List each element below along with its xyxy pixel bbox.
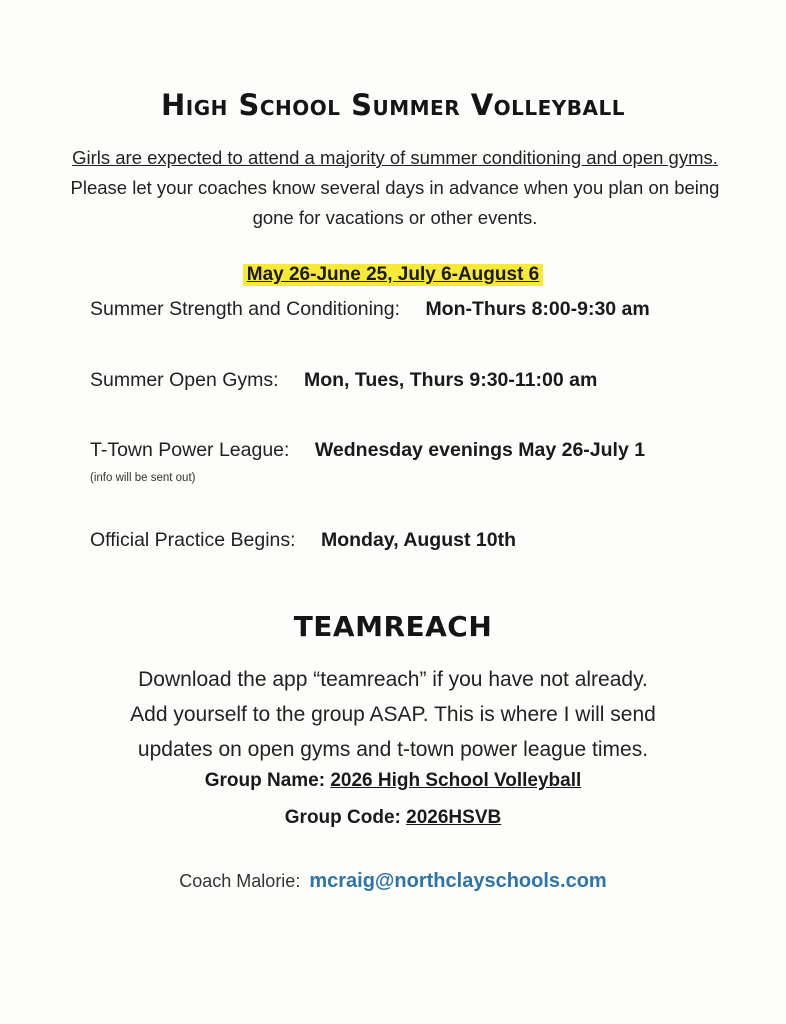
coach-label: Coach Malorie:	[179, 871, 301, 891]
group-code-value: 2026HSVB	[406, 807, 502, 828]
teamreach-instructions	[40, 662, 746, 767]
group-name-label: Group Name:	[204, 770, 326, 791]
intro-text: Please let your coaches know several days in advance when you plan on being gone for vacations or other events.	[70, 177, 720, 228]
page-title: High School Summer Volleyball	[161, 88, 625, 122]
schedule-row-power-league	[90, 439, 645, 462]
schedule-label: Official Practice Begins:	[90, 529, 296, 551]
schedule-value: Monday, August 10th	[320, 529, 516, 551]
group-name-line	[0, 770, 786, 792]
instruction-line: updates on open gyms and t-town power league times.	[137, 738, 649, 761]
coach-email-link[interactable]: mcraig@northclayschools.com	[309, 870, 607, 892]
schedule-row-open-gyms	[90, 369, 597, 392]
schedule-value: Mon-Thurs 8:00-9:30 am	[425, 298, 650, 320]
group-name-value: 2026 High School Volleyball	[330, 770, 582, 791]
dates-banner	[0, 264, 786, 286]
group-code-label: Group Code:	[284, 807, 401, 828]
schedule-label: T-Town Power League:	[90, 439, 290, 461]
schedule-value: Wednesday evenings May 26-July 1	[314, 439, 646, 461]
instruction-line: Add yourself to the group ASAP. This is where I will send	[130, 703, 656, 726]
instruction-line: Download the app “teamreach” if you have not already.	[138, 668, 648, 691]
group-code-line	[0, 807, 786, 829]
highlighted-dates: May 26-June 25, July 6-August 6	[243, 264, 544, 286]
coach-contact	[0, 870, 786, 893]
schedule-label: Summer Strength and Conditioning:	[90, 298, 401, 320]
intro-underlined-text: Girls are expected to attend a majority of summer conditioning and open gyms.	[72, 147, 718, 168]
intro-paragraph	[60, 143, 730, 233]
teamreach-heading: TEAMREACH	[293, 610, 493, 643]
schedule-value: Mon, Tues, Thurs 9:30-11:00 am	[303, 369, 598, 391]
power-league-note: (info will be sent out)	[90, 472, 196, 484]
schedule-row-practice	[90, 529, 516, 552]
schedule-label: Summer Open Gyms:	[90, 369, 279, 391]
schedule-row-strength	[90, 298, 650, 321]
